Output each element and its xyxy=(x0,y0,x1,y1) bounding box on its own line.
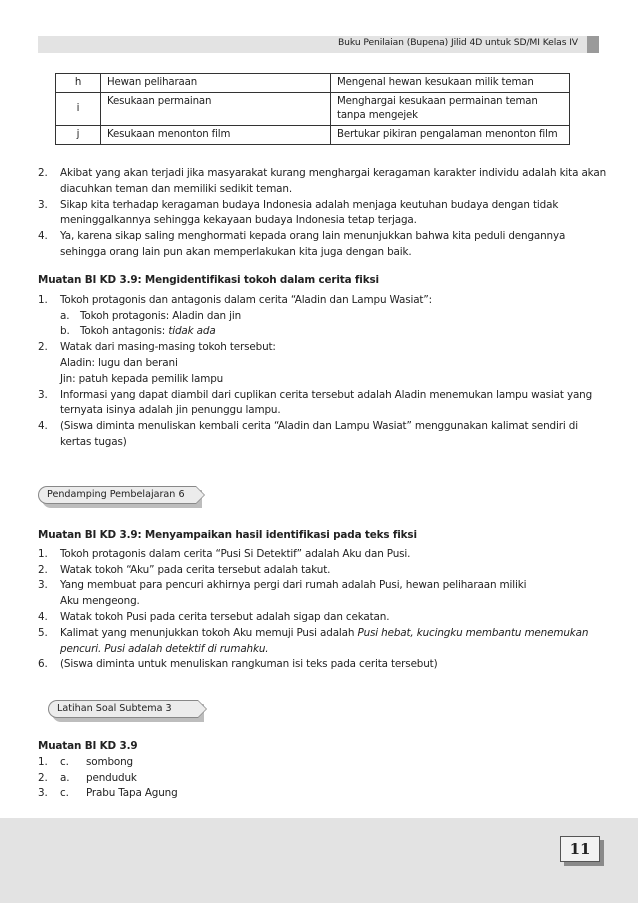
list-item xyxy=(38,755,608,771)
list-item xyxy=(38,166,608,198)
item-text: Tokoh antagonis: xyxy=(80,325,169,338)
item-text: Tokoh protagonis dalam cerita “Pusi Si Detektif” adalah Aku dan Pusi. xyxy=(60,547,411,560)
answer-option: a. xyxy=(60,771,70,784)
item-number: 4. xyxy=(38,230,48,243)
item-text: Yang membuat para pencuri akhirnya pergi dari rumah adalah Pusi, hewan peliharaan miliki Aku mengeong. xyxy=(60,579,527,608)
item-number: 2. xyxy=(38,563,48,576)
item-letter: a. xyxy=(60,309,70,322)
list-item xyxy=(38,198,608,230)
table-cell: Kesukaan permainan xyxy=(101,93,331,126)
section-heading: Muatan BI KD 3.9: Menyampaikan hasil identifikasi pada teks fiksi xyxy=(38,529,417,541)
item-text: Akibat yang akan terjadi jika masyarakat kurang menghargai keragaman karakter individu adalah kita akan diacuhkan teman dan memiliki sedikit teman. xyxy=(60,167,607,195)
item-text: Ya, karena sikap saling menghormati kepada orang lain menunjukkan bahwa kita peduli dengannya sehingga orang lain pun akan memperlakukan kita juga dengan baik. xyxy=(60,230,566,258)
section-heading: Muatan BI KD 3.9: Mengidentifikasi tokoh dalam cerita fiksi xyxy=(38,274,379,286)
item-number: 2. xyxy=(38,771,48,784)
item-number: 5. xyxy=(38,626,48,639)
item-number: 1. xyxy=(38,547,48,560)
list-item xyxy=(38,340,608,356)
list-item xyxy=(38,786,608,802)
item-number: 3. xyxy=(38,579,48,592)
list-subitem xyxy=(38,324,608,340)
item-text: Tokoh protagonis: Aladin dan jin xyxy=(80,309,242,322)
list-item xyxy=(38,229,608,261)
section-identify-characters xyxy=(38,273,608,451)
list-item xyxy=(38,419,608,451)
answer-list-top xyxy=(38,166,608,261)
table-cell: Kesukaan menonton film xyxy=(101,126,331,145)
list-item xyxy=(38,626,608,658)
item-text: Watak dari masing-masing tokoh tersebut: xyxy=(60,341,276,354)
header-bar xyxy=(38,36,598,53)
table-cell: Hewan peliharaan xyxy=(101,74,331,93)
table-row xyxy=(56,74,570,93)
item-text-italic: tidak ada xyxy=(168,325,216,338)
item-text: Tokoh protagonis dan antagonis dalam cerita “Aladin dan Lampu Wasiat”: xyxy=(60,293,432,306)
item-text: Prabu Tapa Agung xyxy=(86,787,178,800)
item-number: 6. xyxy=(38,658,48,671)
item-text: (Siswa diminta menuliskan kembali cerita “Aladin dan Lampu Wasiat” menggunakan kalimat sendiri di kertas tugas) xyxy=(60,420,578,448)
list-item xyxy=(38,657,608,673)
table-letter: j xyxy=(56,126,101,145)
list-item xyxy=(38,563,608,579)
section-heading: Muatan BI KD 3.9 xyxy=(38,740,138,752)
item-text: Kalimat yang menunjukkan tokoh Aku memuji Pusi adalah xyxy=(60,626,358,639)
list-item xyxy=(38,610,608,626)
character-table xyxy=(55,73,570,145)
table-row xyxy=(56,126,570,145)
item-number: 3. xyxy=(38,198,48,211)
item-number: 1. xyxy=(38,755,48,768)
list-subitem xyxy=(38,309,608,325)
item-number: 2. xyxy=(38,341,48,354)
item-number: 1. xyxy=(38,293,48,306)
item-number: 3. xyxy=(38,787,48,800)
list-subline: Jin: patuh kepada pemilik lampu xyxy=(60,372,224,385)
table-cell: Menghargai kesukaan permainan teman tanpa mengejek xyxy=(331,93,570,126)
item-number: 3. xyxy=(38,388,48,401)
banner-label: Latihan Soal Subtema 3 xyxy=(48,700,198,718)
list-item xyxy=(38,547,608,563)
footer-bar xyxy=(0,818,638,903)
table-cell: Mengenal hewan kesukaan milik teman xyxy=(331,74,570,93)
item-text-italic: Pusi hebat, kucingku membantu menemukan pencuri. Pusi adalah detektif di rumahku. xyxy=(60,626,589,655)
item-text: Watak tokoh “Aku” pada cerita tersebut adalah takut. xyxy=(60,563,331,576)
banner-arrow-fill xyxy=(196,487,204,503)
item-text: (Siswa diminta untuk menuliskan rangkuman isi teks pada cerita tersebut) xyxy=(60,658,438,671)
table-cell: Bertukar pikiran pengalaman menonton film xyxy=(331,126,570,145)
section-deliver-identification xyxy=(38,528,608,673)
list-item xyxy=(38,771,608,787)
page-number: 11 xyxy=(560,836,600,862)
table-letter: h xyxy=(56,74,101,93)
item-letter: b. xyxy=(60,325,70,338)
item-number: 2. xyxy=(38,167,48,179)
item-number: 4. xyxy=(38,420,48,433)
item-text: Informasi yang dapat diambil dari cuplikan cerita tersebut adalah Aladin menemukan lampu wasiat yang ternyata isinya adalah jin penunggu lampu. xyxy=(60,388,593,417)
item-text: sombong xyxy=(86,755,133,768)
item-number: 4. xyxy=(38,610,48,623)
banner-label: Pendamping Pembelajaran 6 xyxy=(38,486,196,504)
banner-arrow-fill xyxy=(198,701,206,717)
answer-option: c. xyxy=(60,755,69,768)
list-subline: Aladin: lugu dan berani xyxy=(60,356,178,369)
list-item xyxy=(38,293,608,309)
item-text: penduduk xyxy=(86,771,137,784)
answer-option: c. xyxy=(60,787,69,800)
header-tab xyxy=(587,36,599,53)
table-letter: i xyxy=(56,93,101,126)
section-exercise-answers xyxy=(38,739,608,802)
list-item xyxy=(38,578,608,610)
table-row xyxy=(56,93,570,126)
list-item xyxy=(38,388,608,420)
item-text: Watak tokoh Pusi pada cerita tersebut adalah sigap dan cekatan. xyxy=(60,610,390,623)
item-text: Sikap kita terhadap keragaman budaya Indonesia adalah menjaga keutuhan budaya dengan tidak meninggalkannya sehingga kekayaan budaya Indonesia tetap terjaga. xyxy=(60,198,559,227)
header-title: Buku Penilaian (Bupena) Jilid 4D untuk SD/MI Kelas IV xyxy=(337,37,578,48)
